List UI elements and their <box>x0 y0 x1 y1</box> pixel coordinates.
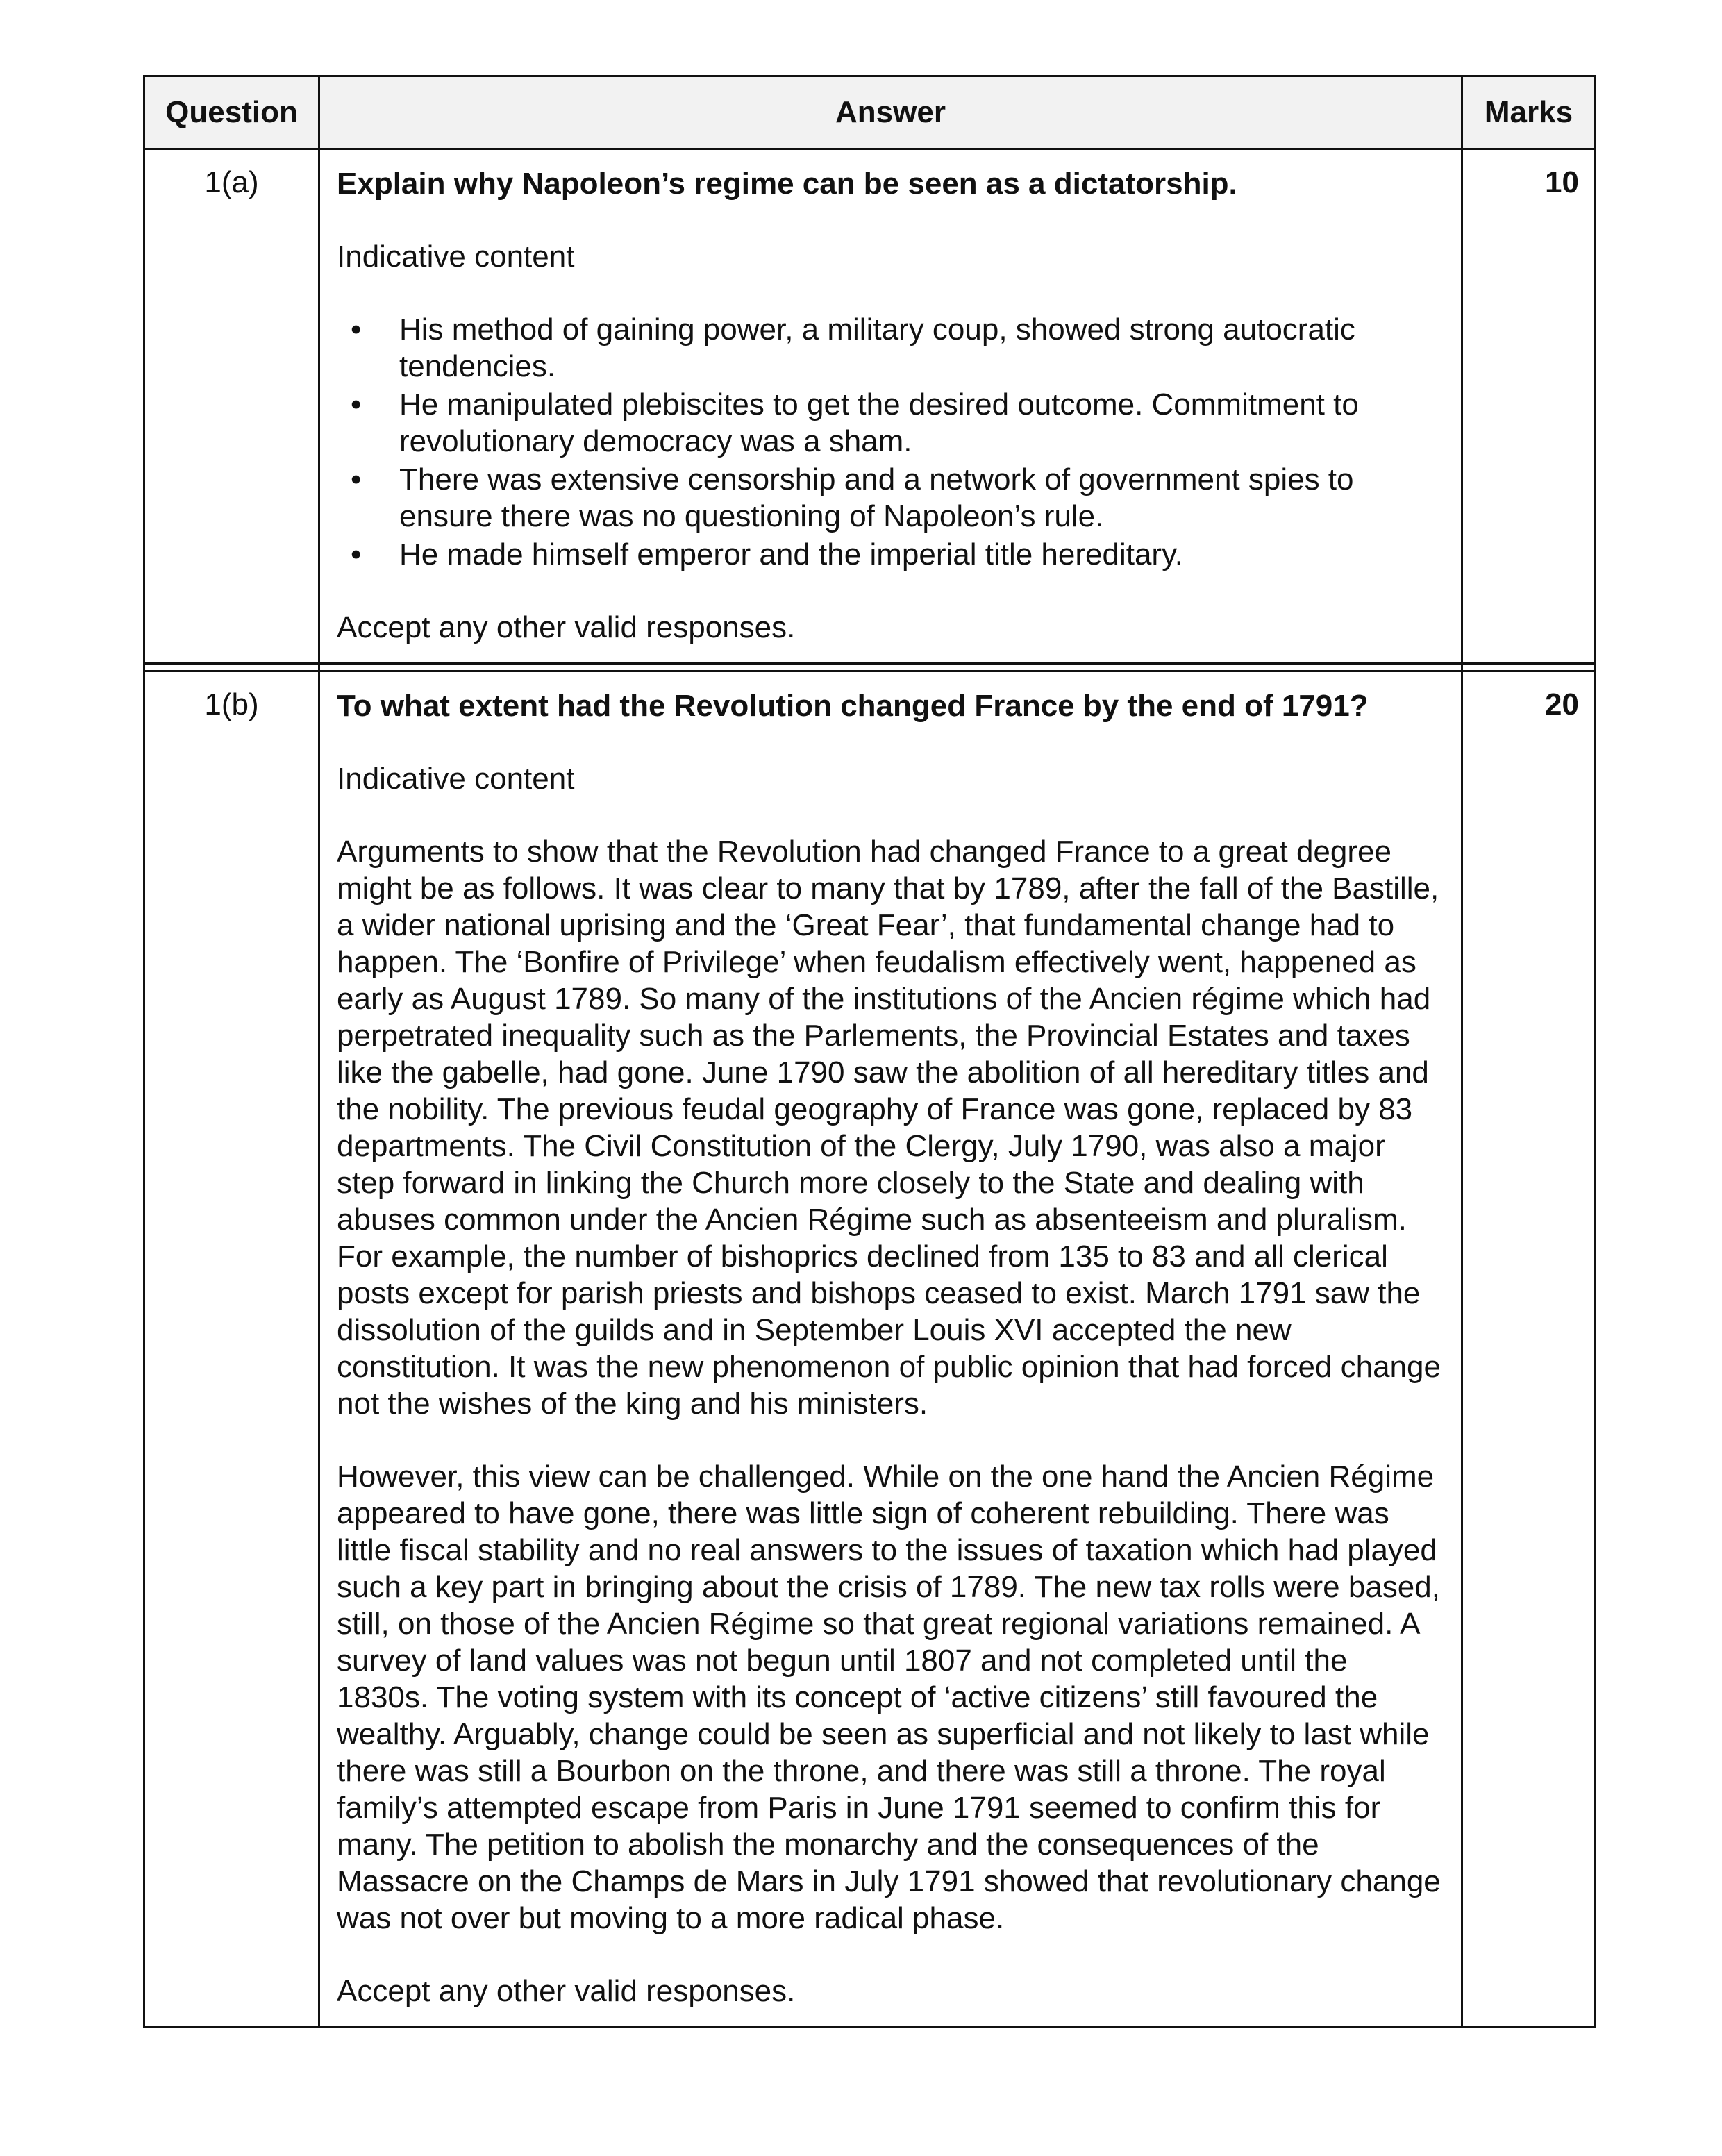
header-marks: Marks <box>1462 76 1596 149</box>
list-item-text: He made himself emperor and the imperial title hereditary. <box>399 537 1184 571</box>
answer-paragraph: However, this view can be challenged. While on the one hand the Ancien Régime appeared to have gone, there was little sign of coherent rebuilding. There was little fiscal stability and no real answers to the issues of taxation which had played such a key part in bringing about the crisis of 1789. The new tax rolls were based, still, on those of the Ancien Régime so that great regional variations remained. A survey of land values was not begun until 1807 and not completed until the 1830s. The voting system with its concept of ‘active citizens’ still favoured the wealthy. Arguably, change could be seen as superficial and not likely to last while there was still a Bourbon on the throne, and there was still a throne. The royal family’s attempted escape from Paris in June 1791 seemed to confirm this for many. The petition to abolish the monarchy and the consequences of the Massacre on the Champs de Mars in July 1791 showed that revolutionary change was not over but moving to a more radical phase. <box>337 1460 1441 1935</box>
bullet-icon: • <box>351 462 362 496</box>
bullet-icon: • <box>351 312 362 346</box>
question-title: To what extent had the Revolution changed France by the end of 1791? <box>337 689 1369 723</box>
mark-scheme-table <box>143 75 1596 2028</box>
bullet-icon: • <box>351 537 362 571</box>
bullet-list <box>337 311 1447 573</box>
question-row-1b <box>144 671 1596 2028</box>
mark-scheme-page <box>143 75 1594 2028</box>
marks-value: 20 <box>1462 671 1596 2028</box>
list-item <box>337 461 1447 535</box>
question-row-1a <box>144 149 1596 664</box>
bullet-icon: • <box>351 387 362 421</box>
list-item-text: There was extensive censorship and a network of government spies to ensure there was no questioning of Napoleon’s rule. <box>399 462 1354 533</box>
row-separator <box>144 664 1596 671</box>
question-number: 1(a) <box>144 149 319 664</box>
answer-paragraph: Arguments to show that the Revolution had changed France to a great degree might be as follows. It was clear to many that by 1789, after the fall of the Bastille, a wider national uprising and the ‘Great Fear’, that fundamental change had to happen. The ‘Bonfire of Privilege’ when feudalism effectively went, happened as early as August 1789. So many of the institutions of the Ancien régime which had perpetrated inequality such as the Parlements, the Provincial Estates and taxes like the gabelle, had gone. June 1790 saw the abolition of all hereditary titles and the nobility. The previous feudal geography of France was gone, replaced by 83 departments. The Civil Constitution of the Clergy, July 1790, was also a major step forward in linking the Church more closely to the State and dealing with abuses common under the Ancien Régime such as absenteeism and pluralism. For example, the number of bishoprics declined from 135 to 83 and all clerical posts except for parish priests and bishops ceased to exist. March 1791 saw the dissolution of the guilds and in September Louis XVI accepted the new constitution. It was the new phenomenon of public opinion that had forced change not the wishes of the king and his ministers. <box>337 835 1441 1421</box>
question-number: 1(b) <box>144 671 319 2028</box>
separator-cell <box>1462 664 1596 671</box>
answer-cell <box>319 149 1462 664</box>
header-question: Question <box>144 76 319 149</box>
question-title: Explain why Napoleon’s regime can be seen as a dictatorship. <box>337 167 1237 201</box>
separator-cell <box>144 664 319 671</box>
header-row <box>144 76 1596 149</box>
answer-cell <box>319 671 1462 2028</box>
marks-value: 10 <box>1462 149 1596 664</box>
header-answer: Answer <box>319 76 1462 149</box>
list-item-text: He manipulated plebiscites to get the desired outcome. Commitment to revolutionary democracy was a sham. <box>399 387 1359 458</box>
list-item-text: His method of gaining power, a military coup, showed strong autocratic tendencies. <box>399 312 1355 383</box>
separator-cell <box>319 664 1462 671</box>
indicative-content-label: Indicative content <box>337 762 575 796</box>
list-item <box>337 536 1447 573</box>
accept-note: Accept any other valid responses. <box>337 610 796 644</box>
indicative-content-label: Indicative content <box>337 240 575 274</box>
list-item <box>337 311 1447 385</box>
accept-note: Accept any other valid responses. <box>337 1974 796 2008</box>
list-item <box>337 386 1447 460</box>
